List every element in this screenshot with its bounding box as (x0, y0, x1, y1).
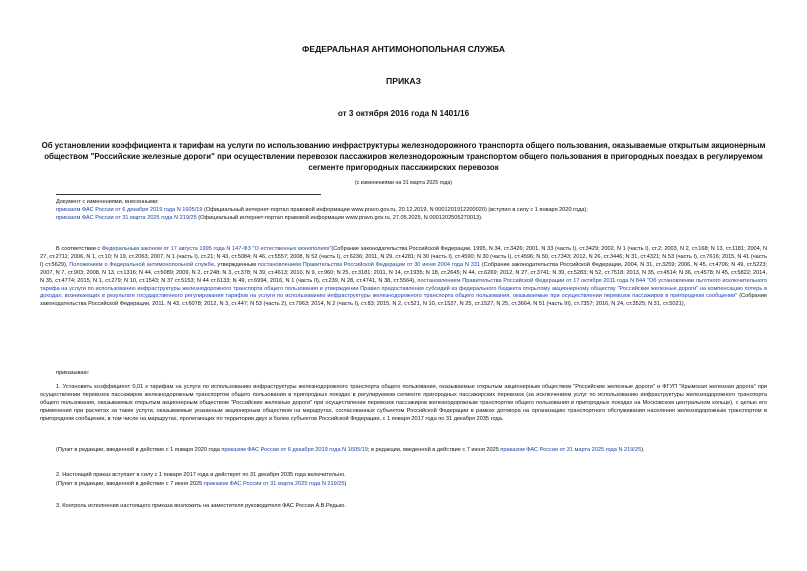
changes-link-2[interactable]: приказом ФАС России от 31 марта 2025 года N 219/25 (56, 214, 197, 221)
changes-item-1: приказом ФАС России от 6 декабря 2019 года N 1605/19 (Официальный интернет-портал правовой информации www.pravo.gov.ru, 20.12.2019, N 0001201912200020) (вступил в силу с 1 января 2020 года); (56, 206, 588, 213)
document-title: Об установлении коэффициента к тарифам на услуги по использованию инфраструктуры железнодорожного транспорта общего пользования, оказываемые открытым акционерным обществом "Российские железные дороги" при осуществлении перевозок пассажиров железнодорожным транспортом общего пользования в пригородных поездах в регулируемом сегменте пригородных пассажирских перевозок (41, 141, 766, 172)
changes-intro: Документ с изменениями, внесенными: (56, 199, 159, 205)
link-government-decree-844[interactable]: постановлением Правительства Российской Федерации от 17 октября 2011 года N 844 "Об установлении льготного исключительного тарифа на услуги по использованию инфраструктуры железнодорожного транспорта общего пользования и утверждении Правил предоставления субсидий из федерального бюджета открытому акционерному обществу "Российские железные дороги" на компенсацию потерь в доходах, возникающих в результате государственного регулирования тарифов на услуги по использованию инфраструктуры железнодорожного транспорта общего пользования, оказываемые при осуществлении перевозок пассажиров в пригородном сообщении" (40, 277, 767, 300)
order-item-3: 3. Контроль исполнения настоящего приказа возложить на заместителя руководителя ФАС России А.В.Редько. (56, 503, 346, 509)
order-word: приказываю: (56, 370, 90, 376)
separator-line (56, 194, 321, 195)
changes-item-2: приказом ФАС России от 31 марта 2025 года N 219/25 (Официальный интернет-портал правовой информации www.pravo.gov.ru, 27.05.2025, N 0001202505270013). (56, 214, 483, 221)
order-item-1: 1. Установить коэффициент 0,01 к тарифам на услуги по использованию инфраструктуры железнодорожного транспорта общего пользования, оказываемые открытым акционерным обществом "Российские железные дороги" и ФГУП "Крымская железная дорога" при осуществлении перевозок пассажиров железнодорожным транспортом общего пользования в пригородных поездах в регулируемом сегменте пригородных пассажирских перевозок (за исключением услуг по использованию инфраструктуры железнодорожного транспорта общего пользования, оказываемых открытым акционерным обществом "Российские железные дороги" при осуществлении перевозок пассажиров железнодорожным транспортом общего пользования в пригородных поездах на Московском центральном кольце), с целью его применения при расчетах за такие услуги, оказываемые указанным акционерным обществом на маршрутах, согласованных субъектом Российской Федерации в рамках договора на организацию транспортного обслуживания населения железнодорожным транспортом в пригородном сообщении, в том числе на маршрутах, пролегающих по территории двух и более субъектов Российской Федерации, с 1 января 2017 года по 31 декабря 2035 года. (40, 384, 767, 422)
link-item1-note-2[interactable]: приказом ФАС России от 31 марта 2025 года N 219/25 (500, 447, 642, 453)
preamble-paragraph: В соответствии с Федеральным законом от 17 августа 1995 года N 147-ФЗ "О естественных монополиях"(Собрание законодательства Российской Федерации, 1995, N 34, ст.3426; 2001, N 33 (часть I), ст.3429; 2002, N 1 (часть I), ст.2; 2003, N 2, ст.168; N 13, ст.1181; 2004, N 27, ст.2711; 2006, N 1, ст.10; N 19, ст.2063; 2007, N 1 (часть I), ст.21; N 43, ст.5084; N 46, ст.5557; 2008, N 52 (часть I), ст.6236; 2011, N 29, ст.4281; N 30 (часть I), ст.4590; N 30 (часть I), ст.4596; N 50, ст.7343; 2012, N 26, ст.3446; N 31, ст.4321; N 53 (часть I), ст.7616; 2015, N 41 (часть I) ст.5629), Положением о Федеральной антимонопольной службе, утвержденным постановлением Правительства Российской Федерации от 30 июня 2004 года N 331 (Собрание законодательства Российской Федерации, 2004, N 31, ст.3259; 2006, N 45, ст.4706; N 49, ст.5223; 2007, N 7, ст.903; 2008, N 13, ст.1316; N 44, ст.5089; 2009, N 2, ст.248; N 3, ст.378; N 39, ст.4613; 2010, N 9, ст.960; N 25, ст.3181; 2011, N 14, ст.1935; N 18, ст.2645; N 44, ст.6269; 2012, N 27, ст.3741; N 39, ст.5283; N 52, ст.7518; 2013, N 35, ст.4514; N 36, ст.4578; N 45, ст.5822; 2014, N 35, ст.4774; 2015, N 1, ст.279; N 10, ст.1543; N 37 ст.5153; N 44 ст.6133; N 49, ст.6994, 2016, N 1 (часть II), ст.239, N 28, ст.4741, N 38, ст.5564), постановлением Правительства Российской Федерации от 17 октября 2011 года N 844 "Об установлении льготного исключительного тарифа на услуги по использованию инфраструктуры железнодорожного транспорта общего пользования и утверждении Правил предоставления субсидий из федерального бюджета открытому акционерному обществу "Российские железные дороги" на компенсацию потерь в доходах, возникающих в результате государственного регулирования тарифов на услуги по использованию инфраструктуры железнодорожного транспорта общего пользования, оказываемые при осуществлении перевозок пассажиров в пригородном сообщении" (Собрание законодательства Российской Федерации, 2011, N 43, ст.6078; 2012, N 3, ст.447; N 53 (часть 2), ст.7963; 2014, N 2 (часть I), ст.83; 2015, N 2, ст.521, N 10, ст.1527, N 25, ст.1527, N 25, ст.3664, N 51 (часть III), ст.7357; 2016, N 24, ст.3525; N 31, ст.5021), (40, 246, 768, 308)
order-item-2: 2. Настоящий приказ вступает в силу с 1 января 2017 года и действует по 31 декабря 2035 года включительно. (56, 472, 346, 478)
link-item1-note-1[interactable]: приказом ФАС России от 6 декабря 2019 года N 1605/19 (221, 447, 368, 453)
order-item-1-note: (Пункт в редакции, введенной в действие с 1 января 2020 года приказом ФАС России от 6 декабря 2019 года N 1605/19; в редакции, введенной в действие с 7 июня 2025 приказом ФАС России от 31 марта 2025 года N 219/25). (56, 447, 645, 453)
link-item2-note[interactable]: приказом ФАС России от 31 марта 2025 года N 219/25 (203, 481, 345, 487)
revision-note: (с изменениями на 31 марта 2025 года) (354, 180, 453, 186)
document-type: ПРИКАЗ (386, 76, 421, 86)
link-federal-law[interactable]: Федеральным законом от 17 августа 1995 года N 147-ФЗ "О естественных монополиях" (101, 246, 332, 252)
agency-name: ФЕДЕРАЛЬНАЯ АНТИМОНОПОЛЬНАЯ СЛУЖБА (302, 44, 505, 54)
document-date-number: от 3 октября 2016 года N 1401/16 (337, 109, 470, 118)
changes-block (40, 199, 767, 223)
changes-link-1[interactable]: приказом ФАС России от 6 декабря 2019 года N 1605/19 (56, 206, 203, 213)
link-government-decree-331[interactable]: постановлением Правительства Российской Федерации от 30 июня 2004 года N 331 (257, 261, 481, 268)
link-fas-regulation[interactable]: Положением о Федеральной антимонопольной службе (69, 261, 214, 268)
order-item-2-note: (Пункт в редакции, введенной в действие с 7 июня 2025 приказом ФАС России от 31 марта 2025 года N 219/25) (56, 481, 347, 487)
